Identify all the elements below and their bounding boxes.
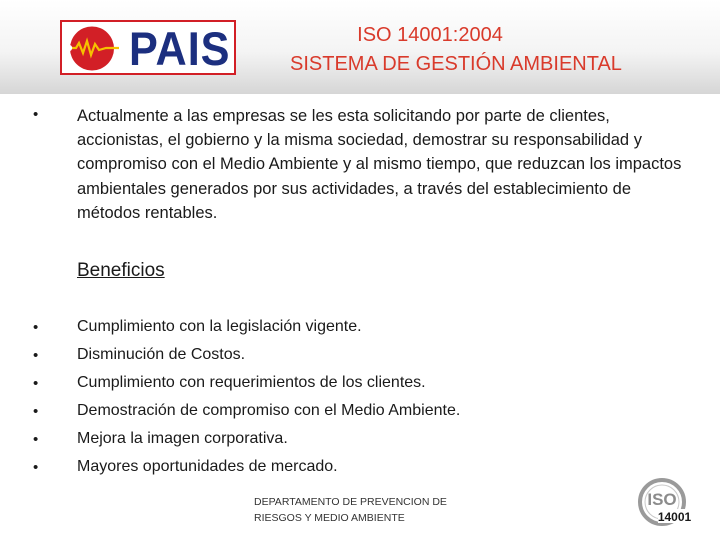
- benefits-heading: Beneficios: [77, 260, 165, 281]
- title-line-2: SISTEMA DE GESTIÓN AMBIENTAL: [290, 53, 622, 75]
- list-item: [0, 374, 720, 402]
- intro-paragraph: Actualmente a las empresas se les esta solicitando por parte de clientes, accionistas, el gobierno y la misma sociedad, demostrar su responsabilidad y compromiso con el Medio Ambiente y al mismo tiempo, que reduzcan los impactos ambientales generados por sus actividades, a través del establecimiento de métodos rentables.: [77, 107, 682, 222]
- list-item-text: Mayores oportunidades de mercado.: [77, 458, 338, 475]
- list-item-text: Disminución de Costos.: [77, 346, 246, 363]
- bullet-icon: •: [33, 431, 39, 448]
- iso-logo-top-text: ISO: [647, 490, 677, 509]
- footer-line-2: RIESGOS Y MEDIO AMBIENTE: [254, 511, 405, 524]
- bullet-icon: •: [33, 403, 39, 420]
- bullet-icon: •: [33, 459, 39, 476]
- bullet-icon: •: [33, 347, 39, 364]
- slide-title: [290, 21, 622, 79]
- list-item: [0, 318, 720, 346]
- list-item-text: Demostración de compromiso con el Medio Ambiente.: [77, 402, 461, 419]
- logo-wordmark: PAIS: [129, 22, 231, 75]
- bullet-icon: •: [33, 106, 39, 123]
- pais-logo: [60, 20, 236, 75]
- footer-department: [254, 495, 454, 526]
- list-item: [0, 458, 720, 486]
- list-item: [0, 346, 720, 374]
- iso-logo-bottom-text: 14001: [657, 510, 692, 524]
- iso-14001-logo: [636, 478, 692, 528]
- bullet-icon: •: [33, 319, 39, 336]
- title-line-1: ISO 14001:2004: [357, 24, 503, 46]
- footer-line-1: DEPARTAMENTO DE PREVENCION DE: [254, 496, 447, 508]
- list-item: [0, 430, 720, 458]
- list-item-text: Cumplimiento con requerimientos de los clientes.: [77, 374, 426, 391]
- list-item: [0, 402, 720, 430]
- list-item-text: Cumplimiento con la legislación vigente.: [77, 318, 362, 335]
- bullet-icon: •: [33, 375, 39, 392]
- slide-header: [0, 0, 720, 94]
- list-item-text: Mejora la imagen corporativa.: [77, 430, 288, 447]
